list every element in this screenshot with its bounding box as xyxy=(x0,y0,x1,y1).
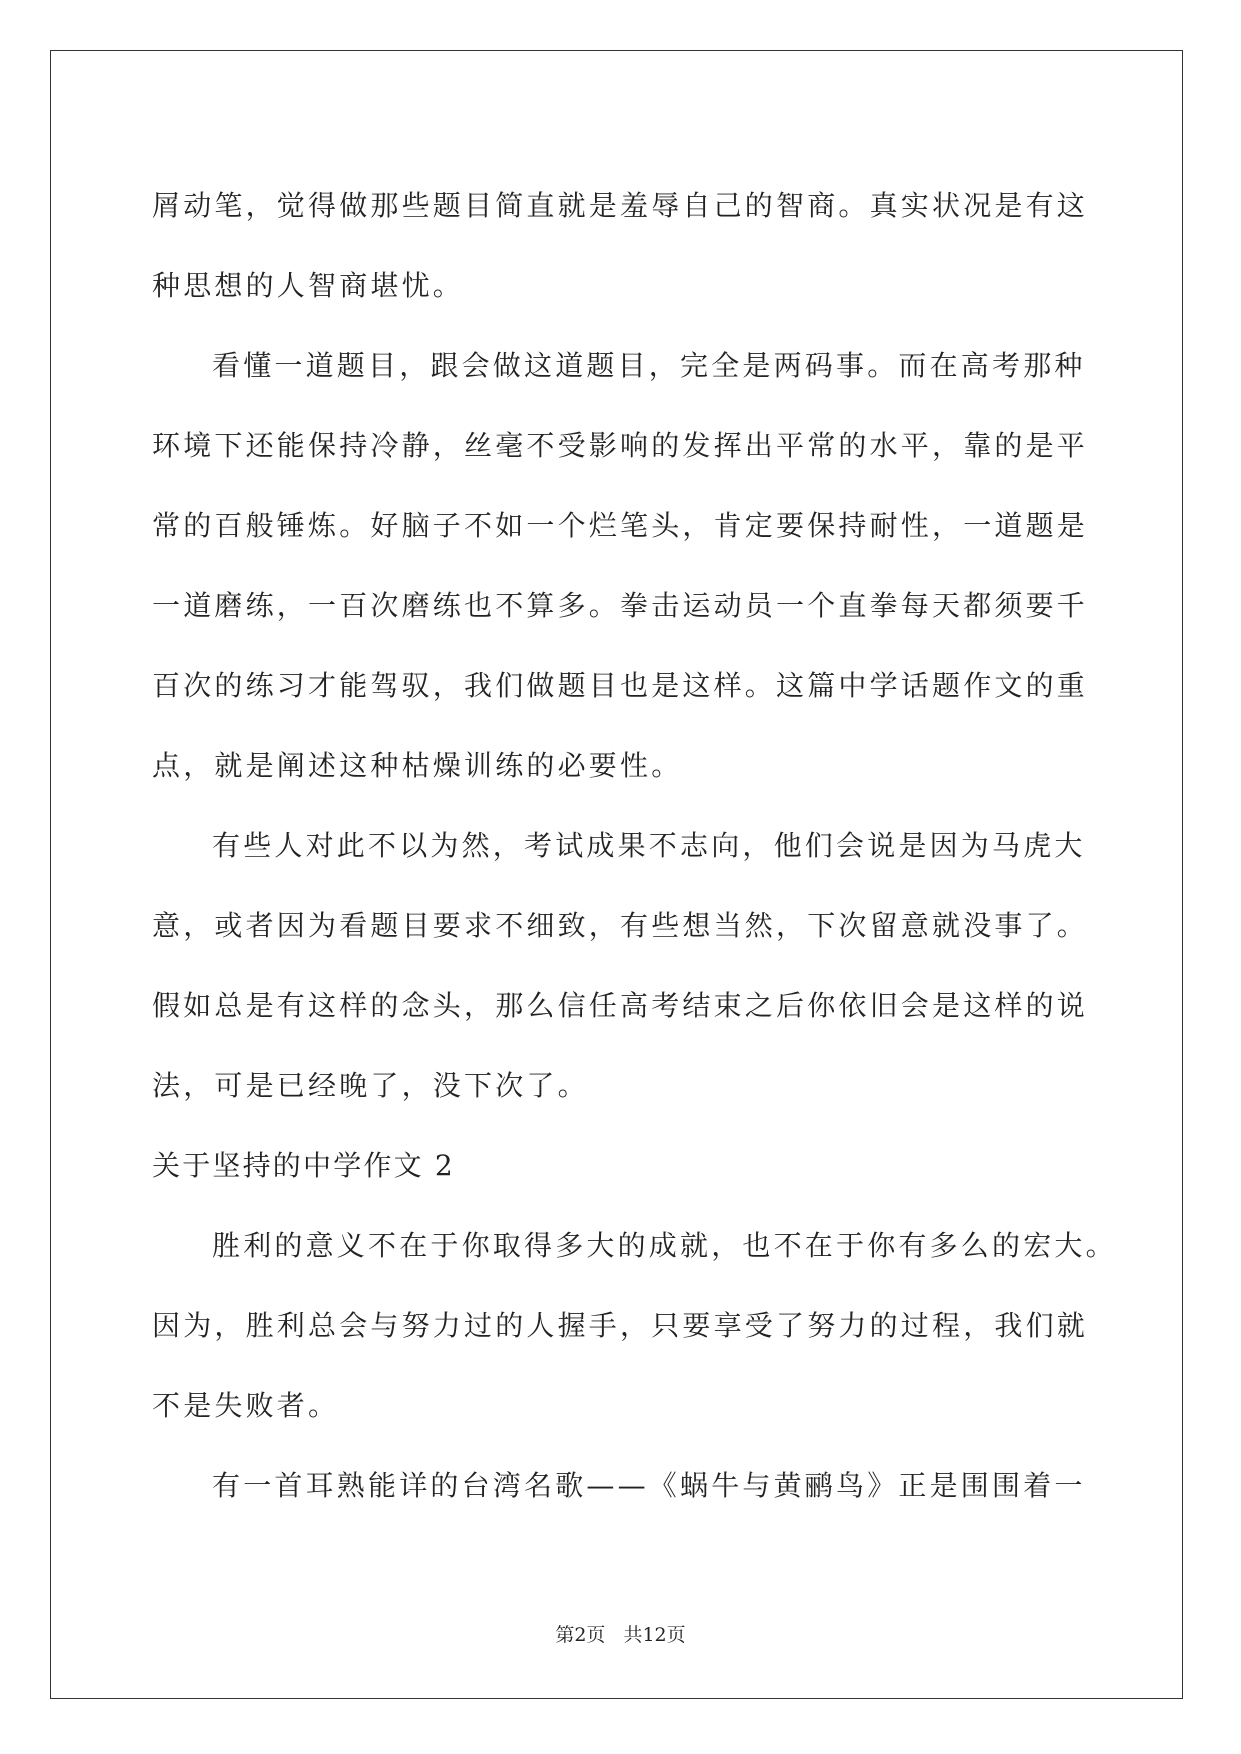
page-total: 共12页 xyxy=(623,1624,686,1646)
section-heading: 关于坚持的中学作文 2 xyxy=(152,1149,455,1182)
text-line: 假如总是有这样的念头，那么信任高考结束之后你依旧会是这样的说 xyxy=(152,989,1089,1022)
text-line: 种思想的人智商堪忧。 xyxy=(152,269,465,302)
text-line: 因为，胜利总会与努力过的人握手，只要享受了努力的过程，我们就 xyxy=(152,1309,1089,1342)
text-line: 法，可是已经晚了，没下次了。 xyxy=(152,1069,589,1102)
text-line: 百次的练习才能驾驭，我们做题目也是这样。这篇中学话题作文的重 xyxy=(152,669,1089,702)
page-number: 第2页 xyxy=(555,1624,606,1646)
text-line: 看懂一道题目，跟会做这道题目，完全是两码事。而在高考那种 xyxy=(212,349,1086,382)
text-line: 环境下还能保持冷静，丝毫不受影响的发挥出平常的水平，靠的是平 xyxy=(152,429,1089,462)
text-line: 意，或者因为看题目要求不细致，有些想当然，下次留意就没事了。 xyxy=(152,909,1089,942)
document-body xyxy=(152,166,1117,1526)
text-line: 点，就是阐述这种枯燥训练的必要性。 xyxy=(152,749,683,782)
text-line: 不是失败者。 xyxy=(152,1389,340,1422)
text-line: 常的百般锤炼。好脑子不如一个烂笔头，肯定要保持耐性，一道题是 xyxy=(152,509,1089,542)
text-line: 有些人对此不以为然，考试成果不志向，他们会说是因为马虎大 xyxy=(212,829,1086,862)
text-line: 胜利的意义不在于你取得多大的成就，也不在于你有多么的宏大。 xyxy=(212,1229,1117,1262)
page-footer xyxy=(0,1620,1241,1647)
text-line: 有一首耳熟能详的台湾名歌——《蜗牛与黄鹂鸟》正是围围着一 xyxy=(212,1469,1086,1502)
text-line: 屑动笔，觉得做那些题目简直就是羞辱自己的智商。真实状况是有这 xyxy=(152,189,1089,222)
text-line: 一道磨练，一百次磨练也不算多。拳击运动员一个直拳每天都须要千 xyxy=(152,589,1089,622)
